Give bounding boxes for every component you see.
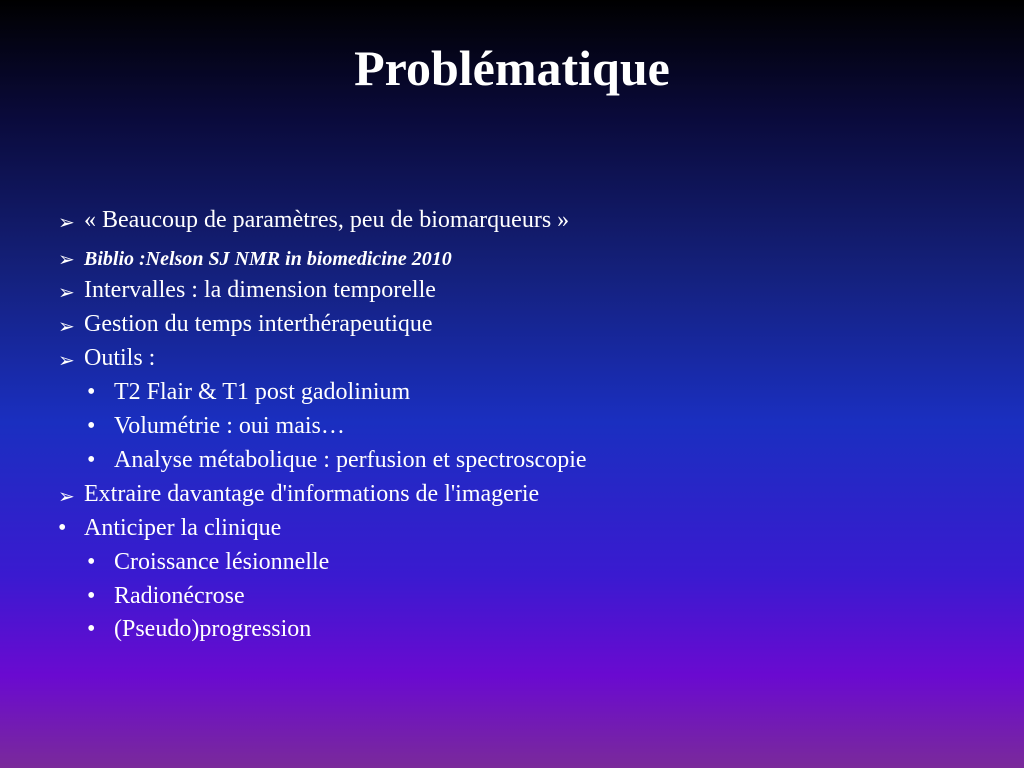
dot-bullet-icon: • (58, 515, 67, 541)
bullet-text: Extraire davantage d'informations de l'imagerie (84, 481, 540, 507)
bullet-text: Croissance lésionnelle (114, 549, 330, 575)
dot-bullet-icon: • (87, 379, 96, 405)
bullet-text: Anticiper la clinique (84, 515, 282, 541)
arrow-bullet-icon: ➢ (58, 484, 75, 508)
dot-bullet-icon: • (87, 616, 96, 642)
arrow-bullet-icon: ➢ (58, 247, 75, 271)
bullet-text: (Pseudo)progression (114, 616, 312, 642)
arrow-bullet-icon: ➢ (58, 280, 75, 304)
bullet-text: Analyse métabolique : perfusion et spectroscopie (114, 447, 587, 473)
bullet-text: Outils : (84, 345, 156, 371)
arrow-bullet-icon: ➢ (58, 314, 75, 338)
dot-bullet-icon: • (87, 549, 96, 575)
bullet-text: Radionécrose (114, 583, 245, 609)
bullet-text: Intervalles : la dimension temporelle (84, 277, 436, 303)
dot-bullet-icon: • (87, 583, 96, 609)
arrow-bullet-icon: ➢ (58, 348, 75, 372)
arrow-bullet-icon: ➢ (58, 210, 75, 234)
dot-bullet-icon: • (87, 413, 96, 439)
dot-bullet-icon: • (87, 447, 96, 473)
citation-text: Biblio :Nelson SJ NMR in biomedicine 2010 (84, 248, 452, 270)
bullet-text: Gestion du temps interthérapeutique (84, 311, 433, 337)
slide-title: Problématique (354, 40, 670, 96)
bullet-text: « Beaucoup de paramètres, peu de biomarqueurs » (84, 207, 570, 233)
bullet-text: T2 Flair & T1 post gadolinium (114, 379, 411, 405)
bullet-text: Volumétrie : oui mais… (114, 413, 345, 439)
